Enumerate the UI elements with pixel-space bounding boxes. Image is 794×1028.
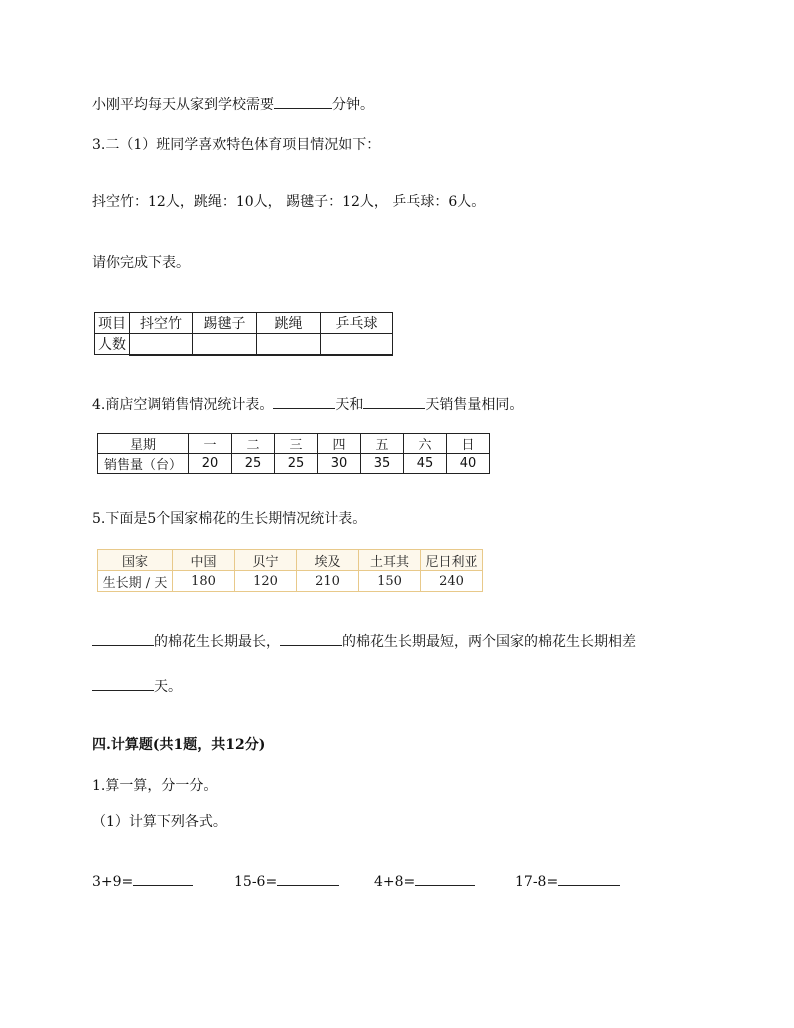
table-cell: 30 <box>318 454 361 474</box>
q5-answer-part3: 天。 <box>154 679 182 695</box>
sales-table <box>97 433 490 474</box>
table-row-label: 人数 <box>95 334 130 355</box>
equation-item <box>234 871 339 891</box>
table-header-cell: 四 <box>318 434 361 454</box>
answer-blank[interactable] <box>363 394 425 409</box>
answer-blank[interactable] <box>133 871 193 886</box>
table-header-cell: 日 <box>447 434 490 454</box>
q4-text-part2: 天和 <box>335 397 364 413</box>
table-header-cell: 跳绳 <box>257 313 321 334</box>
q2-text-after: 分钟。 <box>332 97 374 113</box>
table-header-cell: 踢毽子 <box>193 313 257 334</box>
answer-blank[interactable] <box>277 871 339 886</box>
q3-title: 3.二（1）班同学喜欢特色体育项目情况如下： <box>92 137 381 153</box>
table-cell: 45 <box>404 454 447 474</box>
table-cell: 20 <box>189 454 232 474</box>
equation-text: 15-6= <box>234 874 278 890</box>
table-row-label: 销售量（台） <box>98 454 189 474</box>
equation-text: 17-8= <box>515 874 559 890</box>
answer-blank[interactable] <box>558 871 620 886</box>
answer-blank[interactable] <box>415 871 475 886</box>
table-header-cell: 项目 <box>95 313 130 334</box>
equation-item <box>374 871 475 891</box>
s4-q1-title: 1.算一算，分一分。 <box>92 778 218 794</box>
q4-text-part3: 天销售量相同。 <box>425 397 524 413</box>
sports-table <box>94 312 393 356</box>
answer-cell[interactable] <box>257 334 321 355</box>
table-header-cell: 贝宁 <box>235 550 297 571</box>
table-cell: 25 <box>232 454 275 474</box>
table-header-cell: 一 <box>189 434 232 454</box>
answer-blank[interactable] <box>92 631 154 646</box>
answer-blank[interactable] <box>280 631 342 646</box>
table-row <box>98 454 490 474</box>
answer-cell[interactable] <box>193 334 257 355</box>
table-header-cell: 三 <box>275 434 318 454</box>
equation-item <box>92 871 193 891</box>
q3-instruction: 请你完成下表。 <box>92 255 190 271</box>
s4-q1-sub: （1）计算下列各式。 <box>92 814 227 830</box>
table-header-cell: 中国 <box>173 550 235 571</box>
q2-tail-line <box>92 94 374 114</box>
table-cell: 240 <box>421 571 483 592</box>
q3-data-line: 抖空竹：12人，跳绳：10人， 踢毽子：12人， 乒乓球：6人。 <box>92 194 486 210</box>
equation-text: 4+8= <box>374 874 416 890</box>
table-row <box>95 334 393 355</box>
q2-text-before: 小刚平均每天从家到学校需要 <box>92 97 274 113</box>
table-cell: 40 <box>447 454 490 474</box>
table-cell: 120 <box>235 571 297 592</box>
table-row <box>98 571 483 592</box>
q5-title: 5.下面是5个国家棉花的生长期情况统计表。 <box>92 511 367 527</box>
table-header-cell: 星期 <box>98 434 189 454</box>
section-heading: 四.计算题(共1题，共12分) <box>92 737 266 753</box>
answer-blank[interactable] <box>273 394 335 409</box>
q4-text-part1: 4.商店空调销售情况统计表。 <box>92 397 274 413</box>
table-header-cell: 抖空竹 <box>130 313 193 334</box>
table-header-row <box>98 550 483 571</box>
table-header-cell: 六 <box>404 434 447 454</box>
answer-cell[interactable] <box>321 334 393 355</box>
q5-answer-part1: 的棉花生长期最长， <box>154 634 280 650</box>
table-header-row <box>98 434 490 454</box>
table-header-cell: 埃及 <box>297 550 359 571</box>
equation-item <box>515 871 620 891</box>
equation-text: 3+9= <box>92 874 134 890</box>
table-cell: 210 <box>297 571 359 592</box>
answer-blank[interactable] <box>274 94 332 109</box>
table-cell: 180 <box>173 571 235 592</box>
table-cell: 25 <box>275 454 318 474</box>
answer-cell[interactable] <box>130 334 193 355</box>
table-header-cell: 五 <box>361 434 404 454</box>
table-header-cell: 乒乓球 <box>321 313 393 334</box>
table-header-cell: 二 <box>232 434 275 454</box>
q4-line <box>92 394 523 414</box>
q5-answer-part2: 的棉花生长期最短，两个国家的棉花生长期相差 <box>342 634 636 650</box>
table-row-label: 生长期 / 天 <box>98 571 173 592</box>
table-header-row <box>95 313 393 334</box>
table-header-cell: 尼日利亚 <box>421 550 483 571</box>
q5-answer-line-2 <box>92 676 182 696</box>
table-header-cell: 国家 <box>98 550 173 571</box>
answer-blank[interactable] <box>92 676 154 691</box>
table-cell: 35 <box>361 454 404 474</box>
table-cell: 150 <box>359 571 421 592</box>
table-header-cell: 土耳其 <box>359 550 421 571</box>
cotton-table <box>97 549 483 592</box>
q5-answer-line <box>92 631 636 651</box>
